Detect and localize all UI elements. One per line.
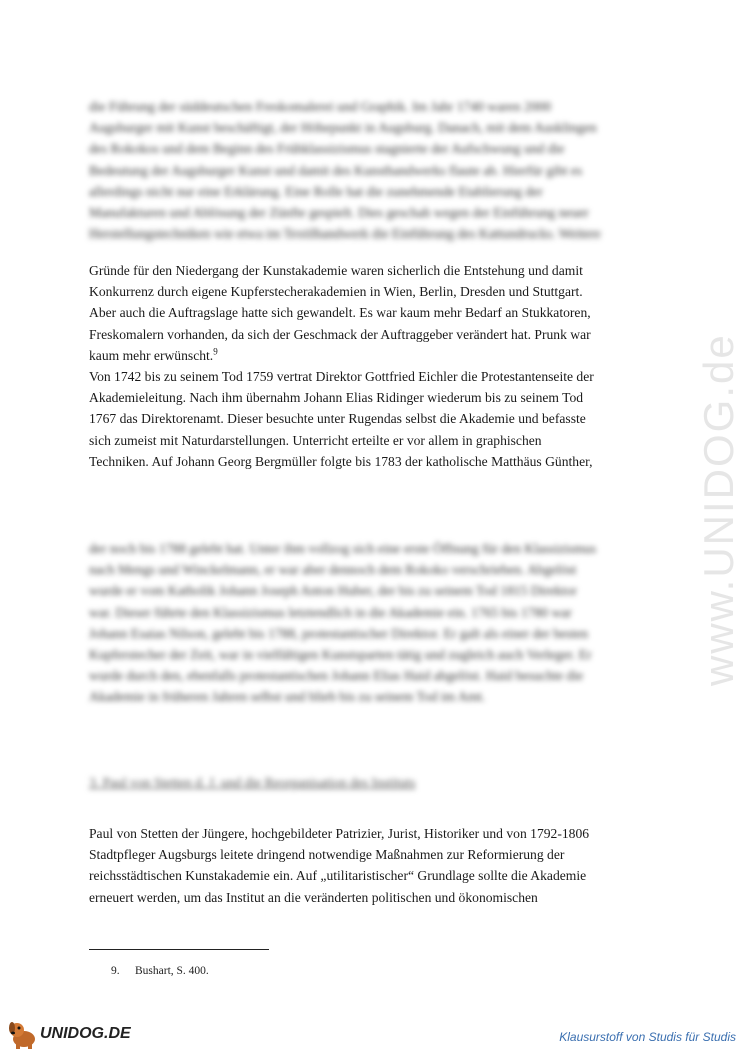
footnote-text: Bushart, S. 400. <box>135 965 209 977</box>
text-line: des Rokokos und dem Beginn des Frühklassizismus stagnierte der Aufschwung und die <box>89 141 565 157</box>
footnote-number: 9. <box>111 965 120 977</box>
text-line: Kupferstecher der Zeit, war in vielfältigen Kunstsparten tätig und zugleich auch Verleger. Er <box>89 647 592 663</box>
dog-mascot-icon <box>6 1017 40 1051</box>
text-line: Johann Esaias Nilson, gelebt bis 1788, protestantischer Direktor. Er galt als einer der besten <box>89 625 589 641</box>
text-line: Freskomalern vorhanden, da sich der Geschmack der Auftraggeber verändert hat. Prunk war <box>89 326 591 342</box>
text-line: kaum mehr erwünscht. <box>89 347 214 363</box>
text-line: 1767 das Direktorenamt. Dieser besuchte unter Rugendas selbst die Akademie und befasste <box>89 411 586 427</box>
text-line: Augsburger mit Kunst beschäftigt, der Höhepunkt in Augsburg. Danach, mit dem Ausklingen <box>89 120 597 136</box>
footnote-reference: 9 <box>213 346 218 357</box>
text-line: Von 1742 bis zu seinem Tod 1759 vertrat Direktor Gottfried Eichler die Protestantenseite der <box>89 369 594 385</box>
text-line: sich zumeist mit Naturdarstellungen. Unterricht erteilte er vor allem in graphischen <box>89 432 542 448</box>
text-line: Stadtpfleger Augsburgs leitete dringend notwendige Maßnahmen zur Reformierung der <box>89 847 565 863</box>
footnote <box>111 965 209 977</box>
text-line: Akademie in früheren Jahren selbst und blieb bis zu seinem Tod im Amt. <box>89 689 486 705</box>
text-line: Gründe für den Niedergang der Kunstakademie waren sicherlich die Entstehung und damit <box>89 263 583 278</box>
text-line-with-footnote <box>89 345 659 366</box>
text-line: war. Dieser führte den Klassizismus letztendlich in die Akademie ein. 1765 bis 1780 war <box>89 604 572 620</box>
text-line: allerdings nicht nur eine Erklärung. Eine Rolle hat die zunehmende Etablierung der <box>89 183 543 199</box>
clear-paragraph <box>89 260 659 472</box>
text-line: Konkurrenz durch eigene Kupferstecherakademien in Wien, Berlin, Dresden und Stuttgart. <box>89 284 583 300</box>
text-line: wurde durch den, ebenfalls protestantischen Johann Elias Haid abgelöst. Haid besuchte die <box>89 668 584 684</box>
section-paragraph <box>89 823 659 908</box>
text-line: erneuert werden, um das Institut an die veränderten politischen und ökonomischen <box>89 889 538 905</box>
text-line: Bedeutung der Augsburger Kunst und damit des Kunsthandwerks flaute ab. Hierfür gibt es <box>89 162 583 178</box>
text-line: Herstellungstechniken wie etwa im Textilhandwerk die Einführung des Kattundrucks. Weitere <box>89 226 601 242</box>
text-line: Paul von Stetten der Jüngere, hochgebildeter Patrizier, Jurist, Historiker und von 1792-1806 <box>89 826 590 841</box>
text-line: Techniken. Auf Johann Georg Bergmüller folgte bis 1783 der katholische Matthäus Günther, <box>89 453 593 469</box>
text-line: Akademieleitung. Nach ihm übernahm Johann Elias Ridinger wiederum bis zu seinem Tod <box>89 390 584 406</box>
footnote-divider <box>89 949 269 950</box>
watermark: www.UNIDOG.de <box>695 333 742 687</box>
text-line: Manufakturen und Ablösung der Zünfte gespielt. Dies geschah wegen der Einführung neuer <box>89 205 589 221</box>
unidog-logo[interactable] <box>6 1016 131 1052</box>
text-line: die Führung der süddeutschen Freskomalerei und Graphik. Im Jahr 1740 waren 2000 <box>89 99 552 114</box>
text-line: wurde er vom Katholik Johann Joseph Anton Huber, der bis zu seinem Tod 1815 Direktor <box>89 583 577 599</box>
section-heading: 3. Paul von Stetten d. J. und die Reorganisation des Instituts <box>89 775 416 790</box>
text-line: nach Mengs und Winckelmann, er war aber dennoch dem Rokoko verschrieben. Abgelöst <box>89 562 577 578</box>
blurred-paragraph-top <box>89 96 659 244</box>
text-line: Aber auch die Auftragslage hatte sich gewandelt. Es war kaum mehr Bedarf an Stukkatoren, <box>89 305 591 321</box>
logo-text: UNIDOG.DE <box>40 1025 131 1042</box>
text-line: der noch bis 1788 gelebt hat. Unter ihm vollzog sich eine erste Öffnung für den Klassizismus <box>89 541 597 556</box>
footer-tagline: Klausurstoff von Studis für Studis <box>559 1030 736 1044</box>
blurred-paragraph-middle <box>89 538 659 708</box>
text-line: reichsstädtischen Kunstakademie ein. Auf „utilitaristischer“ Grundlage sollte die Akademie <box>89 868 587 884</box>
